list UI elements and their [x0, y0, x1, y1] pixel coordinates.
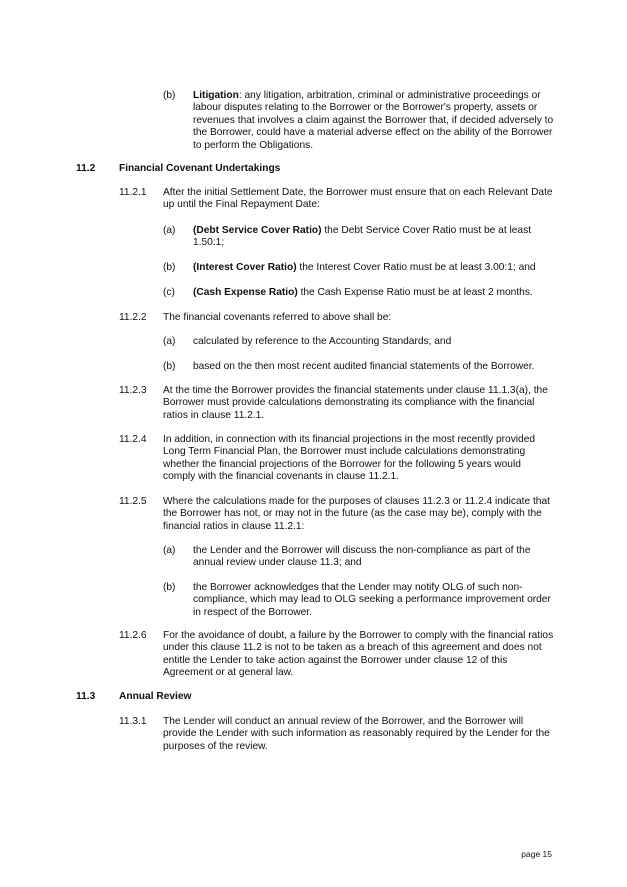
- clause-term: Litigation: [193, 90, 239, 101]
- clause-text: [193, 90, 555, 152]
- clause-text: The Lender will conduct an annual review of the Borrower, and the Borrower will provide the Lender with such information as reasonably required by the Lender for the purposes of the review.: [163, 716, 550, 752]
- clause-text: In addition, in connection with its financial projections in the most recently provided Long Term Financial Plan, the Borrower must include calculations demonstrating whether the financial projections of the Borrower for the following 5 years would comply with the financial covenants in clause 11.2.1.: [163, 434, 536, 483]
- clause-text: Where the calculations made for the purposes of clauses 11.2.3 or 11.2.4 indicate that the Borrower has not, or may not in the future (as the case may be), comply with the financial ratios in clause 11.2.1:: [163, 496, 550, 532]
- clause-body: : any litigation, arbitration, criminal or administrative proceedings or labour disputes relating to the Borrower or the Borrower's property, assets or revenues that involves a claim against the Borrower that, if decided adversely to the Borrower, could have a material adverse effect on the ability of the Borrower to perform the Obligations.: [193, 90, 554, 151]
- clause-term: (Interest Cover Ratio): [193, 262, 297, 273]
- clause-text: For the avoidance of doubt, a failure by the Borrower to comply with the financial ratios under this clause 11.2 is not to be taken as a breach of this agreement and does not entitle the Lender to take action against the Borrower under clause 12 of this Agreement or at general law.: [163, 630, 554, 679]
- clause-text: After the initial Settlement Date, the Borrower must ensure that on each Relevant Date up until the Final Repayment Date:: [163, 187, 553, 211]
- clause-text: the Lender and the Borrower will discuss the non-compliance as part of the annual review under clause 11.3; and: [193, 545, 531, 569]
- clause-number: 11.3.1: [119, 716, 147, 727]
- clause-label: (a): [163, 225, 176, 236]
- clause-term: (Debt Service Cover Ratio): [193, 225, 322, 236]
- section-number: 11.3: [76, 691, 96, 702]
- clause-text: At the time the Borrower provides the financial statements under clause 11.1.3(a), the Borrower must provide calculations demonstrating its compliance with the financial ratios in clause 11.2.1.: [163, 385, 548, 421]
- clause-label: (c): [163, 287, 175, 298]
- clause-text: the Borrower acknowledges that the Lender may notify OLG of such non-compliance, which may lead to OLG seeking a performance improvement order in respect of the Borrower.: [193, 582, 551, 618]
- clause-number: 11.2.5: [119, 496, 147, 507]
- clause-label: (b): [163, 262, 176, 273]
- clause-label: (b): [163, 90, 176, 101]
- page-number: page 15: [521, 849, 552, 859]
- clause-label: (a): [163, 336, 176, 347]
- section-title: Financial Covenant Undertakings: [119, 163, 281, 174]
- clause-text: calculated by reference to the Accounting Standards; and: [193, 336, 452, 347]
- clause-text: [193, 262, 563, 274]
- clause-number: 11.2.2: [119, 312, 147, 323]
- clause-text: [193, 225, 555, 250]
- section-number: 11.2: [76, 163, 96, 174]
- clause-label: (a): [163, 545, 176, 556]
- clause-text: [193, 287, 563, 299]
- clause-body: the Interest Cover Ratio must be at least 3.00:1; and: [296, 262, 536, 273]
- clause-number: 11.2.1: [119, 187, 147, 198]
- clause-text: The financial covenants referred to above shall be:: [163, 312, 392, 323]
- clause-body: the Debt Service Cover Ratio must be at least 1.50:1;: [193, 225, 532, 249]
- clause-number: 11.2.4: [119, 434, 147, 445]
- clause-label: (b): [163, 361, 176, 372]
- clause-term: (Cash Expense Ratio): [193, 287, 298, 298]
- section-title: Annual Review: [119, 691, 192, 702]
- clause-number: 11.2.6: [119, 630, 147, 641]
- clause-text: based on the then most recent audited financial statements of the Borrower.: [193, 361, 535, 372]
- clause-label: (b): [163, 582, 176, 593]
- clause-body: the Cash Expense Ratio must be at least 2 months.: [297, 287, 533, 298]
- clause-number: 11.2.3: [119, 385, 147, 396]
